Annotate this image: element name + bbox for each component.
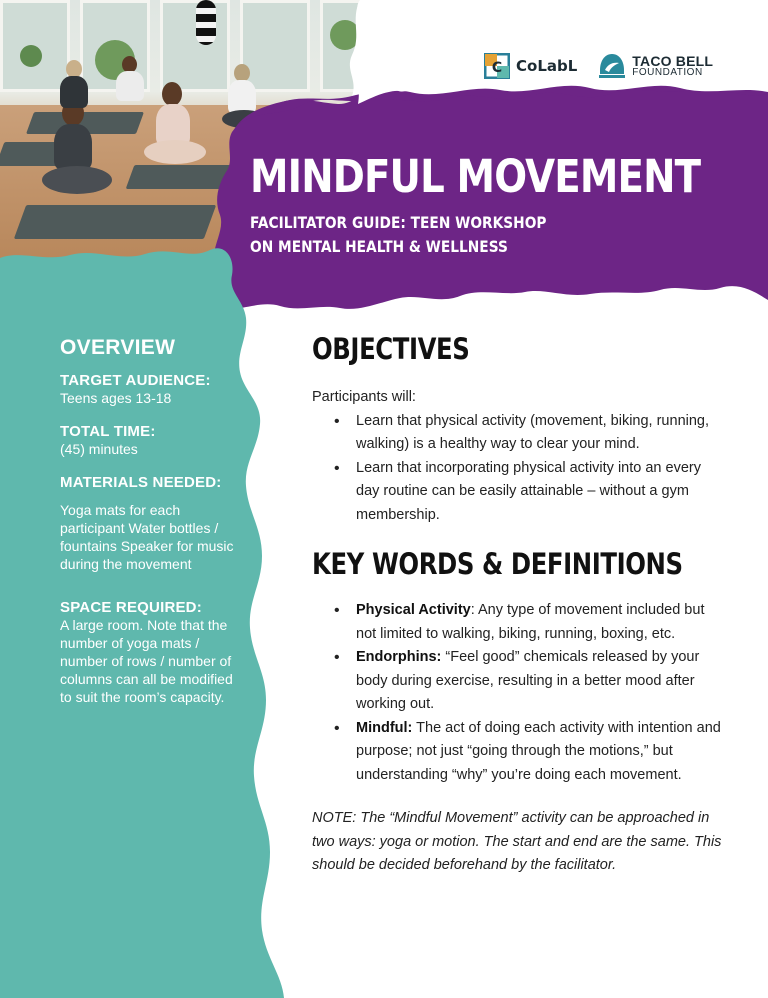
- materials-label: MATERIALS NEEDED:: [60, 474, 222, 491]
- overview-heading: OVERVIEW: [60, 336, 176, 359]
- facilitator-note: NOTE: The “Mindful Movement” activity can be approached in two ways: yoga or motion. The start and end are the same. This should be decided beforehand by the facilitator.: [312, 810, 722, 873]
- target-audience-group: [60, 372, 260, 407]
- space-required-label: SPACE REQUIRED:: [60, 599, 202, 616]
- subtitle-line-2: ON MENTAL HEALTH & WELLNESS: [250, 237, 508, 256]
- materials-value: Yoga mats for each participant Water bottles / fountains Speaker for music during the movement: [60, 502, 234, 572]
- taco-bell-text: TACO BELL: [632, 53, 714, 69]
- objective-item: • Learn that incorporating physical activity into an every day routine can be easily attainable – without a gym membership.: [356, 457, 722, 528]
- colabl-mark-icon: [484, 53, 510, 79]
- keyword-definition: The act of doing each activity with intention and purpose; not just “going through the motions,” but understanding “why” you’re doing each movement.: [356, 719, 721, 783]
- colabl-logo: [484, 53, 577, 79]
- keyword-term: Mindful:: [356, 719, 413, 736]
- keywords-heading: KEY WORDS & DEFINITIONS: [312, 547, 683, 581]
- colabl-wordmark: CoLabL: [516, 57, 578, 75]
- main-content: [312, 332, 722, 878]
- logo-bar: [484, 52, 713, 80]
- space-required-group: [60, 599, 260, 706]
- objectives-list: [336, 410, 722, 528]
- keyword-item: [356, 646, 722, 717]
- keyword-definition: “Feel good” chemicals released by your body during exercise, resulting in a better mood after working out.: [356, 649, 700, 712]
- keyword-term: Endorphins:: [356, 649, 442, 665]
- space-required-value: A large room. Note that the number of yoga mats / number of rows / number of columns can all be modified to suit the room’s capacity.: [60, 617, 233, 705]
- target-audience-value: Teens ages 13-18: [60, 390, 172, 406]
- total-time-value: (45) minutes: [60, 441, 138, 457]
- keywords-list: [336, 599, 722, 787]
- keyword-term: Physical Activity: [356, 602, 471, 618]
- overview-sidebar: [60, 336, 260, 722]
- page-title: MINDFUL MOVEMENT: [250, 150, 701, 203]
- objectives-heading: OBJECTIVES: [312, 332, 470, 366]
- keyword-item: [356, 599, 722, 646]
- target-audience-label: TARGET AUDIENCE:: [60, 372, 211, 389]
- total-time-label: TOTAL TIME:: [60, 423, 156, 440]
- svg-text:C: C: [491, 60, 503, 76]
- keyword-definition: : Any type of movement included but not limited to walking, biking, running, boxing, etc.: [356, 602, 705, 642]
- keyword-item: [356, 717, 722, 788]
- total-time-group: [60, 423, 260, 458]
- taco-bell-bell-icon: [597, 52, 627, 80]
- subtitle-line-1: FACILITATOR GUIDE: TEEN WORKSHOP: [250, 213, 547, 232]
- materials-group: [60, 474, 260, 573]
- objective-item: • Learn that physical activity (movement, biking, running, walking) is a healthy way to clear your mind.: [356, 410, 722, 457]
- foundation-text: FOUNDATION: [632, 67, 703, 78]
- objectives-intro: Participants will:: [312, 389, 416, 405]
- taco-bell-foundation-logo: [597, 52, 713, 80]
